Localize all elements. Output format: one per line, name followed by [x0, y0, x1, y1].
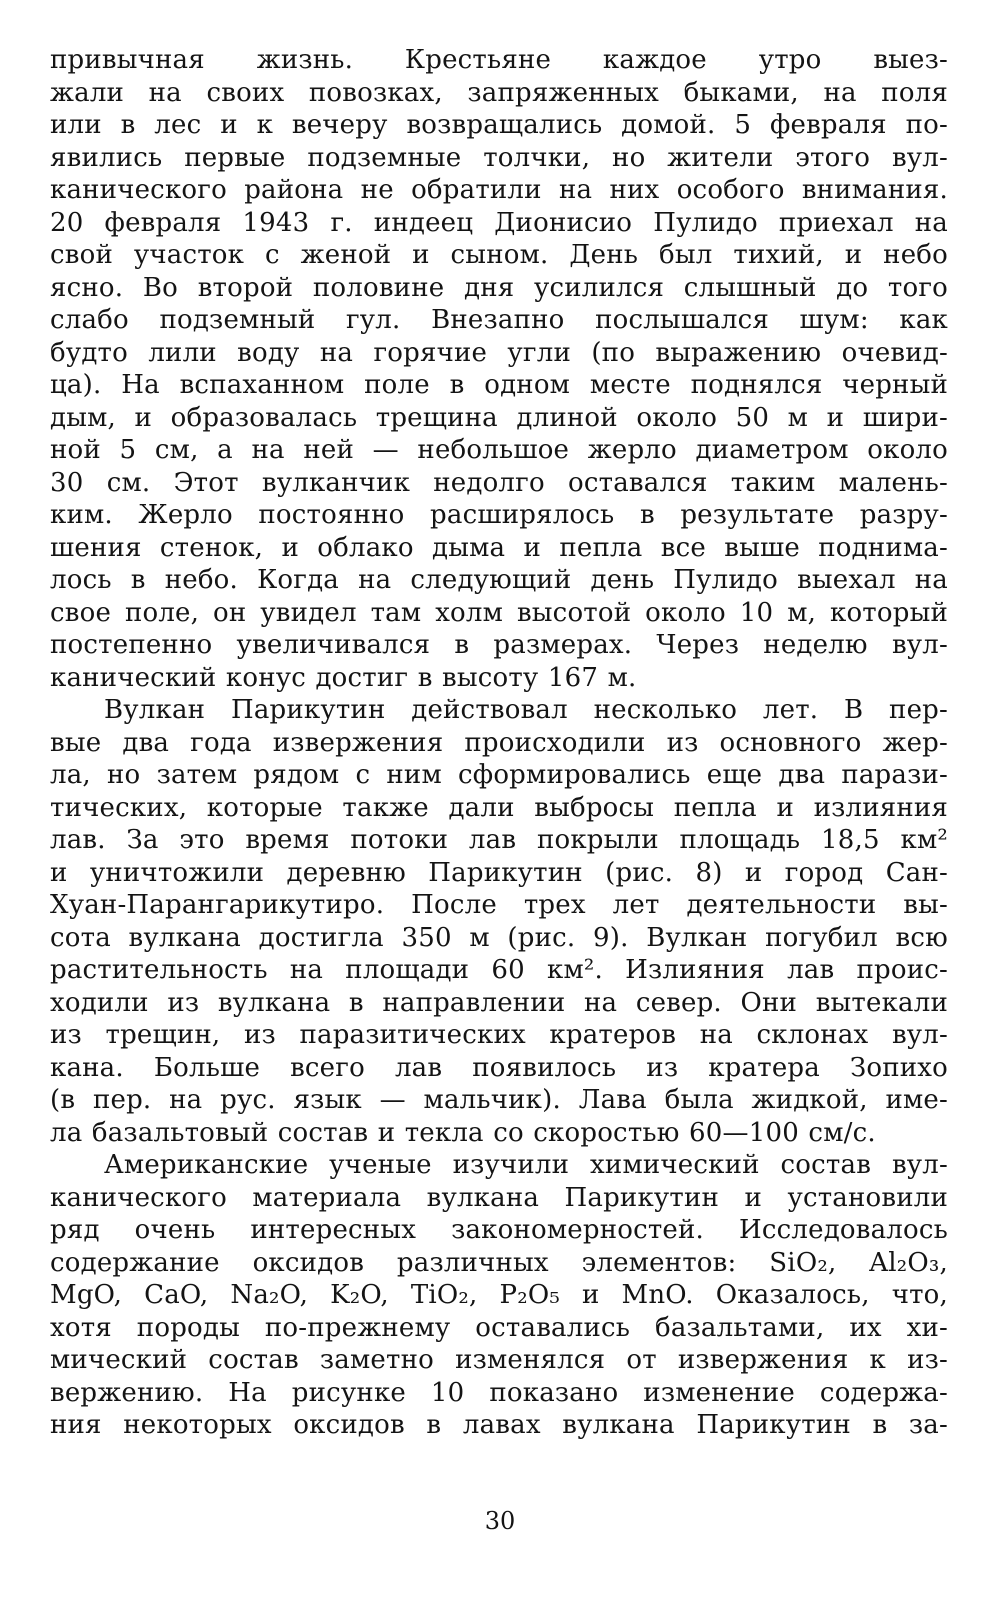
text-line: 30 см. Этот вулканчик недолго оставался таким малень- — [50, 467, 948, 498]
text-line: слабо подземный гул. Внезапно послышался шум: как — [50, 305, 948, 335]
text-line: постепенно увеличивался в размерах. Через неделю вул- — [50, 630, 948, 660]
text-line: ла базальтовый состав и текла со скоростью 60—100 см/с. — [50, 1117, 876, 1148]
text-line: ким. Жерло постоянно расширялось в результате разру- — [50, 500, 948, 530]
text-line: привычная жизнь. Крестьяне каждое утро выез- — [50, 45, 948, 75]
text-line: кана. Больше всего лав появилось из кратера Зопихо — [50, 1052, 948, 1083]
text-line: шения стенок, и облако дыма и пепла все выше поднима- — [50, 532, 948, 563]
text-line: содержание оксидов различных элементов: SiO₂, Al₂O₃, — [50, 1247, 948, 1278]
page-body — [50, 44, 948, 1442]
text-line: и уничтожили деревню Парикутин (рис. 8) и город Сан- — [50, 857, 948, 888]
text-line: вые два года извержения происходили из основного жер- — [50, 727, 948, 758]
text-line: ходили из вулкана в направлении на север. Они вытекали — [50, 987, 948, 1018]
paragraph-1 — [50, 44, 948, 694]
text-line: свой участок с женой и сыном. День был тихий, и небо — [50, 240, 948, 270]
text-line: мический состав заметно изменялся от извержения к из- — [50, 1345, 948, 1375]
text-line: Вулкан Парикутин действовал несколько лет. В пер- — [104, 695, 948, 725]
text-line: растительность на площади 60 км². Излияния лав проис- — [50, 955, 948, 985]
text-line: ла, но затем рядом с ним сформировались еще два парази- — [50, 760, 948, 790]
text-line: сота вулкана достигла 350 м (рис. 9). Вулкан погубил всю — [50, 922, 948, 953]
text-line: дым, и образовалась трещина длиной около 50 м и шири- — [50, 402, 948, 433]
text-line: будто лили воду на горячие угли (по выражению очевид- — [50, 337, 948, 368]
paragraph-2 — [50, 694, 948, 1149]
text-line: тических, которые также дали выбросы пепла и излияния — [50, 792, 948, 823]
text-line: ния некоторых оксидов в лавах вулкана Парикутин в за- — [50, 1410, 948, 1440]
text-line: хотя породы по-прежнему оставались базальтами, их хи- — [50, 1312, 948, 1343]
text-line: канический конус достиг в высоту 167 м. — [50, 662, 637, 693]
text-line: вержению. На рисунке 10 показано изменение содержа- — [50, 1377, 948, 1408]
text-line: явились первые подземные толчки, но жители этого вул- — [50, 142, 948, 173]
text-line: лось в небо. Когда на следующий день Пулидо выехал на — [50, 565, 948, 595]
text-line: ца). На вспаханном поле в одном месте поднялся черный — [50, 370, 948, 400]
text-line: Хуан-Парангарикутиро. После трех лет деятельности вы- — [50, 890, 948, 920]
text-line: из трещин, из паразитических кратеров на склонах вул- — [50, 1020, 948, 1050]
text-line: ясно. Во второй половине дня усилился слышный до того — [50, 272, 948, 303]
paragraph-3 — [50, 1149, 948, 1442]
page-number: 30 — [484, 1507, 516, 1535]
text-line: свое поле, он увидел там холм высотой около 10 м, который — [50, 597, 948, 628]
text-line: канического района не обратили на них особого внимания. — [50, 175, 948, 205]
text-line: лав. За это время потоки лав покрыли площадь 18,5 км² — [50, 825, 948, 855]
text-line: ной 5 см, а на ней — небольшое жерло диаметром около — [50, 435, 948, 465]
text-line: Американские ученые изучили химический состав вул- — [104, 1150, 948, 1180]
text-line: ряд очень интересных закономерностей. Исследовалось — [50, 1215, 948, 1245]
text-line: 20 февраля 1943 г. индеец Дионисио Пулидо приехал на — [50, 207, 948, 238]
text-line: (в пер. на рус. язык — мальчик). Лава была жидкой, име- — [50, 1085, 948, 1115]
text-line: MgO, CaO, Na₂O, K₂O, TiO₂, P₂O₅ и MnO. Оказалось, что, — [50, 1280, 948, 1310]
text-line: жали на своих повозках, запряженных быками, на поля — [50, 77, 948, 108]
text-line: канического материала вулкана Парикутин и установили — [50, 1182, 948, 1213]
text-line: или в лес и к вечеру возвращались домой. 5 февраля по- — [50, 110, 948, 140]
